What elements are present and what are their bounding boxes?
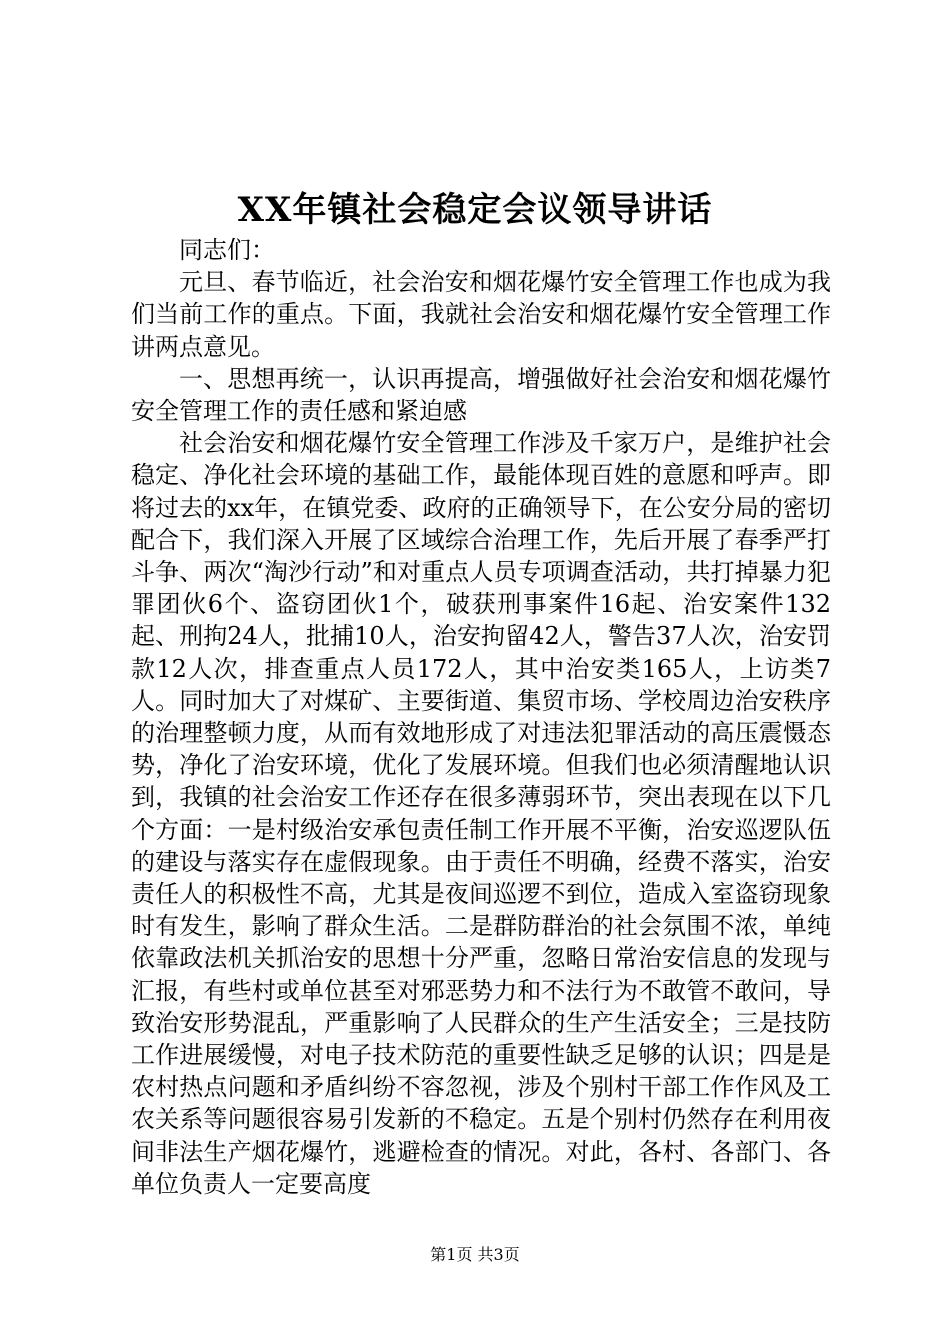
paragraph-intro: 元旦、春节临近，社会治安和烟花爆竹安全管理工作也成为我们当前工作的重点。下面，我就社会治安和烟花爆竹安全管理工作讲两点意见。 bbox=[131, 268, 831, 361]
document-body bbox=[131, 234, 831, 1200]
page-number: 第1页 共3页 bbox=[430, 1245, 520, 1264]
salutation: 同志们： bbox=[179, 236, 275, 264]
paragraph-body: 社会治安和烟花爆竹安全管理工作涉及千家万户，是维护社会稳定、净化社会环境的基础工作，最能体现百姓的意愿和呼声。即将过去的xx年，在镇党委、政府的正确领导下，在公安分局的密切配合下，我们深入开展了区域综合治理工作，先后开展了春季严打斗争、两次“淘沙行动”和对重点人员专项调查活动，共打掉暴力犯罪团伙6个、盗窃团伙1个，破获刑事案件16起、治安案件132起、刑拘24人，批捕10人，治安拘留42人，警告37人次，治安罚款12人次，排查重点人员172人，其中治安类165人，上访类7人。同时加大了对煤矿、主要街道、集贸市场、学校周边治安秩序的治理整顿力度，从而有效地形成了对违法犯罪活动的高压震慑态势，净化了治安环境，优化了发展环境。但我们也必须清醒地认识到，我镇的社会治安工作还存在很多薄弱环节，突出表现在以下几个方面：一是村级治安承包责任制工作开展不平衡，治安巡逻队伍的建设与落实存在虚假现象。由于责任不明确，经费不落实，治安责任人的积极性不高，尤其是夜间巡逻不到位，造成入室盗窃现象时有发生，影响了群众生活。二是群防群治的社会氛围不浓，单纯依靠政法机关抓治安的思想十分严重，忽略日常治安信息的发现与汇报，有些村或单位甚至对邪恶势力和不法行为不敢管不敢问，导致治安形势混乱，严重影响了人民群众的生产生活安全；三是技防工作进展缓慢，对电子技术防范的重要性缺乏足够的认识；四是是农村热点问题和矛盾纠纷不容忽视，涉及个别村干部工作作风及工农关系等问题很容易引发新的不稳定。五是个别村仍然存在利用夜间非法生产烟花爆竹，逃避检查的情况。对此，各村、各部门、各单位负责人一定要高度 bbox=[131, 429, 831, 1198]
document-title: XX年镇社会稳定会议领导讲话 bbox=[237, 190, 713, 230]
section-heading-1: 一、思想再统一，认识再提高，增强做好社会治安和烟花爆竹安全管理工作的责任感和紧迫感 bbox=[131, 364, 831, 426]
